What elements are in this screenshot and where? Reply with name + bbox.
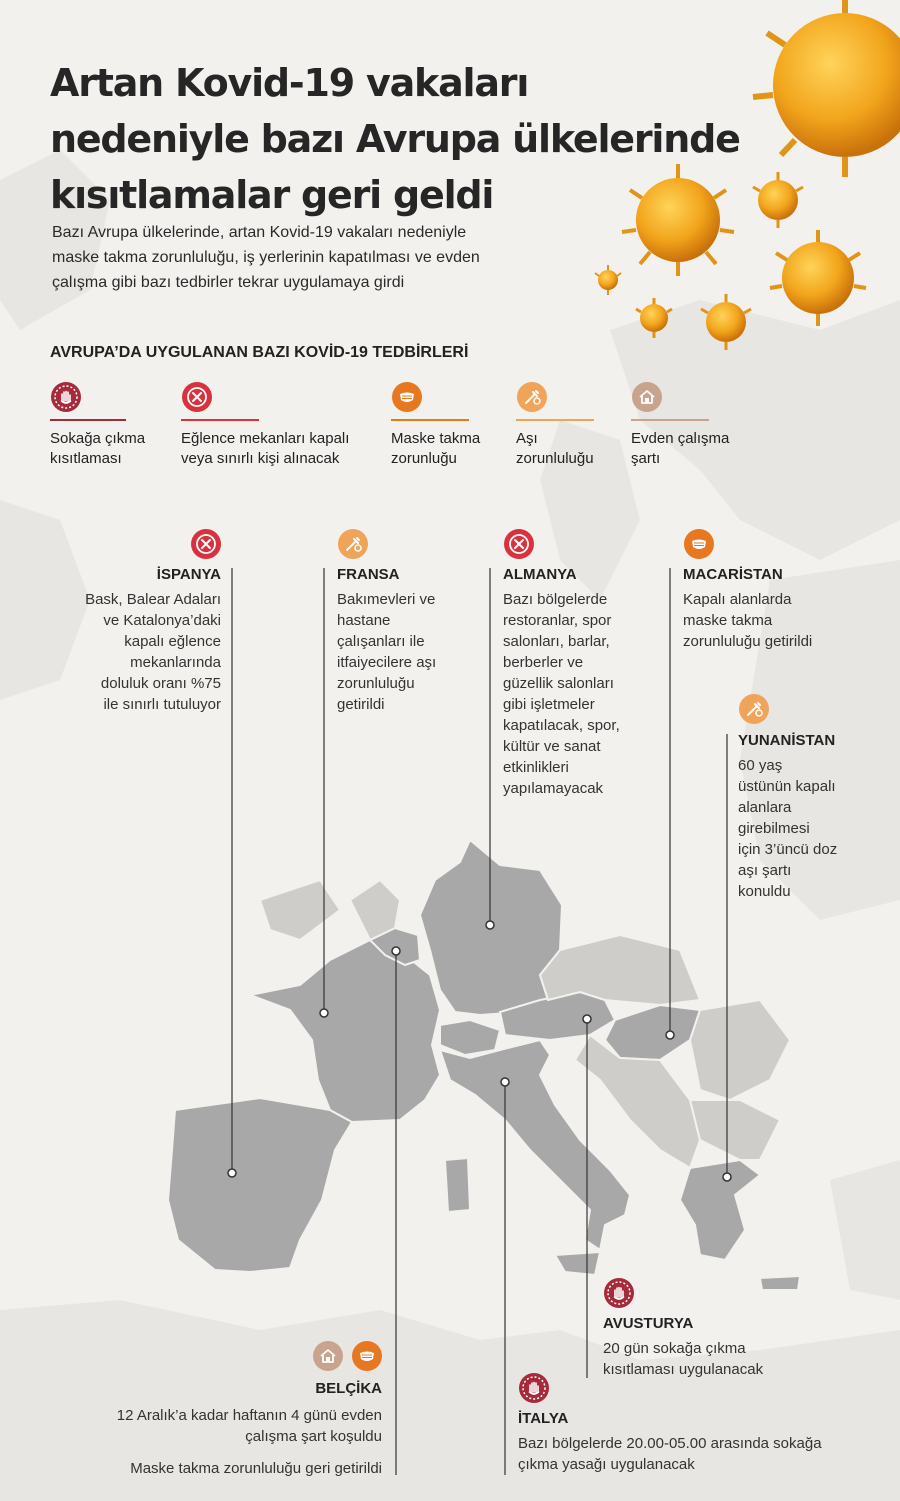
closed-x-icon (503, 528, 535, 560)
legend-rule (631, 419, 709, 421)
country-callout-macaristan (683, 566, 873, 652)
legend-label-line: Aşı (516, 430, 538, 447)
description-line: ile sınırlı tutuluyor (103, 696, 221, 713)
country-name: İSPANYA (156, 566, 221, 583)
legend-label-line: zorunluluğu (516, 450, 594, 467)
country-callout-fransa (337, 566, 477, 715)
country-description (503, 589, 653, 799)
home-icon (312, 1340, 344, 1372)
country-callout-yunanistan (738, 732, 878, 902)
country-description (60, 589, 221, 715)
description-line: 60 yaş (738, 757, 783, 774)
subtitle-line: çalışma gibi bazı tedbirler tekrar uygulamaya girdi (52, 274, 405, 291)
subtitle-line: maske takma zorunluluğu, iş yerlerinin kapatılması ve evden (52, 249, 480, 266)
title-line: kısıtlamalar geri geldi (50, 173, 494, 217)
stop-hand-icon (603, 1277, 635, 1309)
description-line: Bask, Balear Adaları (85, 591, 221, 608)
legend-label (516, 429, 594, 469)
country-description (518, 1433, 878, 1475)
vaccine-icon (337, 528, 369, 560)
description-line: üstünün kapalı (738, 778, 836, 795)
description-line: restoranlar, spor (503, 612, 612, 629)
country-description (603, 1338, 883, 1380)
legend-rule (181, 419, 259, 421)
country-callout-avusturya (603, 1315, 883, 1380)
description-line: aşı şartı (738, 862, 792, 879)
vaccine-icon (516, 381, 548, 413)
description-line: hastane (337, 612, 391, 629)
legend-label-line: zorunluğu (391, 450, 457, 467)
description-line: Bazı bölgelerde 20.00-05.00 arasında sokağa (518, 1435, 822, 1452)
legend-heading: AVRUPA’DA UYGULANAN BAZI KOVİD-19 TEDBİRLERİ (50, 344, 469, 361)
title-line: nedeniyle bazı Avrupa ülkelerinde (50, 117, 740, 161)
description-line: kültür ve sanat (503, 738, 601, 755)
description-line: Maske takma zorunluluğu geri getirildi (130, 1460, 382, 1477)
description-line: yapılamayacak (503, 780, 604, 797)
description-line: güzellik salonları (503, 675, 614, 692)
country-name: YUNANİSTAN (738, 732, 836, 749)
description-line: Bazı bölgelerde (503, 591, 608, 608)
description-line: 20 gün sokağa çıkma (603, 1340, 746, 1357)
description-line: zorunluluğu (337, 675, 415, 692)
country-name: İTALYA (518, 1410, 569, 1427)
country-name: MACARİSTAN (683, 566, 783, 583)
legend-label-line: kısıtlaması (50, 450, 122, 467)
legend-label-line: Eğlence mekanları kapalı (181, 430, 350, 447)
stop-hand-icon (50, 381, 82, 413)
country-callout-ispanya (60, 566, 221, 715)
description-line: Bakımevleri ve (337, 591, 436, 608)
description-line: çalışma şart koşuldu (245, 1428, 382, 1445)
country-description (337, 589, 477, 715)
country-description (683, 589, 873, 652)
description-line: 12 Aralık’a kadar haftanın 4 günü evden (116, 1407, 382, 1424)
home-icon (631, 381, 663, 413)
country-callout-italya (518, 1410, 878, 1475)
legend-label-line: Maske takma (391, 430, 481, 447)
country-name: AVUSTURYA (603, 1315, 694, 1332)
description-line: maske takma (683, 612, 773, 629)
description-line: getirildi (337, 696, 385, 713)
legend-label-line: veya sınırlı kişi alınacak (181, 450, 340, 467)
legend-label (50, 429, 145, 469)
country-name: FRANSA (337, 566, 400, 583)
description-line: berberler ve (503, 654, 584, 671)
mask-icon (391, 381, 423, 413)
description-line: mekanlarında (130, 654, 221, 671)
page-title (50, 55, 770, 223)
description-line: doluluk oranı %75 (100, 675, 221, 692)
description-line: çalışanları ile (337, 633, 425, 650)
description-line: kapatılacak, spor, (503, 717, 620, 734)
description-line: zorunluluğu getirildi (683, 633, 813, 650)
stop-hand-icon (518, 1372, 550, 1404)
legend-label (181, 429, 349, 469)
country-name: BELÇİKA (315, 1380, 382, 1397)
description-line: için 3’üncü doz (738, 841, 838, 858)
country-description (60, 1405, 382, 1479)
legend-rule (50, 419, 126, 421)
closed-x-icon (190, 528, 222, 560)
country-callout-belcika (60, 1380, 382, 1479)
vaccine-icon (738, 693, 770, 725)
description-line: kapalı eğlence (124, 633, 221, 650)
description-line: etkinlikleri (503, 759, 569, 776)
closed-x-icon (181, 381, 213, 413)
mask-icon (683, 528, 715, 560)
legend-rule (516, 419, 594, 421)
description-line: Kapalı alanlarda (683, 591, 792, 608)
page-subtitle (52, 220, 572, 295)
description-line: itfaiyecilere aşı (337, 654, 437, 671)
description-line: salonları, barlar, (503, 633, 610, 650)
legend-label-line: şartı (631, 450, 661, 467)
legend-label (391, 429, 480, 469)
title-line: Artan Kovid-19 vakaları (50, 61, 529, 105)
country-callout-almanya (503, 566, 653, 799)
description-line: konuldu (738, 883, 791, 900)
mask-icon (351, 1340, 383, 1372)
description-line: çıkma yasağı uygulanacak (518, 1456, 695, 1473)
country-description (738, 755, 878, 902)
subtitle-line: Bazı Avrupa ülkelerinde, artan Kovid-19 vakaları nedeniyle (52, 224, 467, 241)
legend-label-line: Sokağa çıkma (50, 430, 146, 447)
legend-rule (391, 419, 469, 421)
legend-label (631, 429, 729, 469)
description-line: ve Katalonya’daki (103, 612, 221, 629)
legend-label-line: Evden çalışma (631, 430, 730, 447)
description-line: kısıtlaması uygulanacak (603, 1361, 764, 1378)
country-name: ALMANYA (503, 566, 577, 583)
description-line: girebilmesi (738, 820, 810, 837)
description-line: alanlara (738, 799, 792, 816)
description-line: gibi işletmeler (503, 696, 595, 713)
